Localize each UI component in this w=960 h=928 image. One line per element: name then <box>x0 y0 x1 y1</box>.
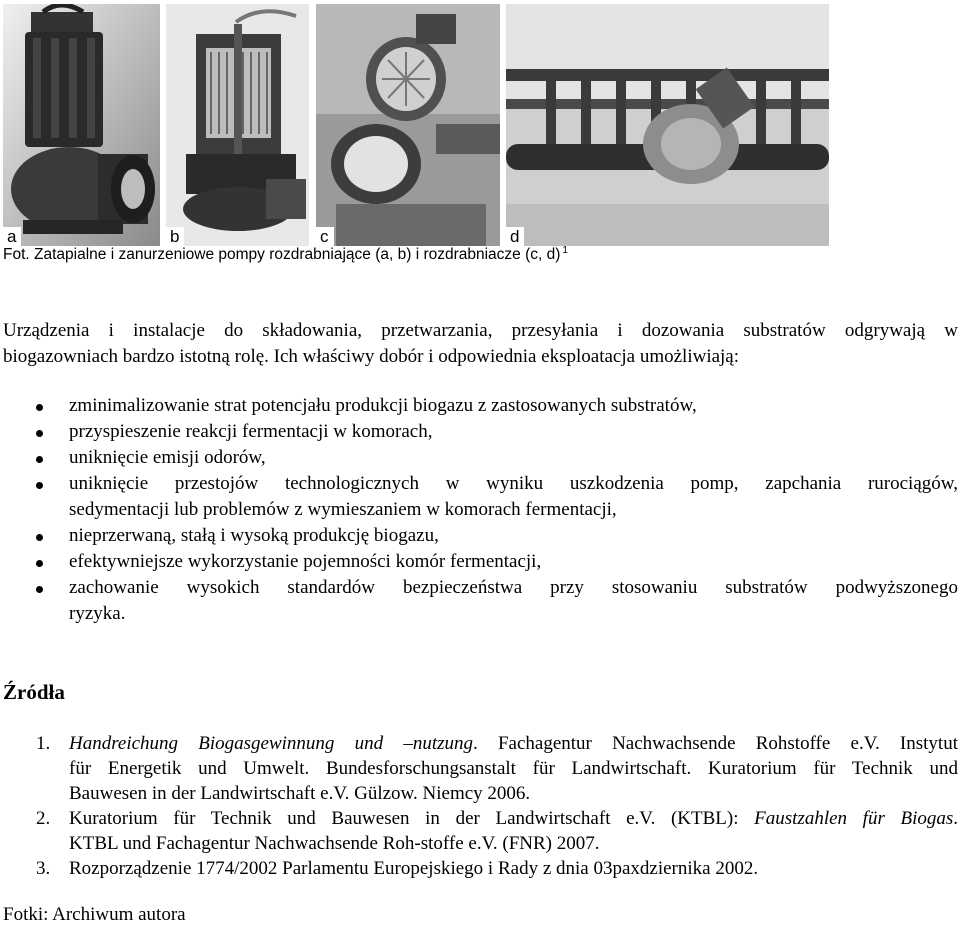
list-item-text: przyspieszenie reakcji fermentacji w komorach, <box>69 421 433 442</box>
photo-tag-c: c <box>316 227 334 246</box>
photo-tag-a: a <box>3 227 21 246</box>
reference-title: Handreichung Biogasgewinnung und –nutzung <box>69 733 474 754</box>
pump-b-image <box>166 4 309 246</box>
photo-credits: Fotki: Archiwum autora <box>3 904 186 925</box>
list-item-text-line-1: uniknięcie przestojów technologicznych w wyniku uszkodzenia pomp, zapchania rurociągów, <box>69 473 958 494</box>
photo-caption <box>3 245 568 264</box>
intro-paragraph <box>3 318 958 370</box>
intro-line-1: Urządzenia i instalacje do składowania, przetwarzania, przesyłania i dozowania substratów odgrywają w <box>3 320 958 341</box>
sources-heading: Źródła <box>3 680 65 704</box>
benefits-list <box>0 393 958 627</box>
list-item-text: efektywniejsze wykorzystanie pojemności komór fermentacji, <box>69 551 542 572</box>
photo-tag-d: d <box>506 227 524 246</box>
reference-text: Kuratorium für Technik und Bauwesen in der Landwirtschaft e.V. (KTBL): <box>69 808 755 829</box>
sources-list <box>0 731 958 881</box>
reference-title: Faustzahlen für Biogas <box>754 808 954 829</box>
bullet-icon <box>36 456 43 463</box>
grinder-d-image <box>506 4 829 246</box>
reference-text: . <box>953 808 959 829</box>
bullet-icon <box>36 482 43 489</box>
photo-grinder-installation-d <box>506 4 829 246</box>
list-item <box>0 575 958 627</box>
photo-grinder-c <box>316 4 500 246</box>
caption-footnote-ref[interactable]: 1 <box>562 245 568 256</box>
list-item <box>0 445 958 471</box>
list-item <box>0 393 958 419</box>
photo-submersible-pump-a <box>3 4 160 246</box>
reference-item <box>0 806 958 856</box>
bullet-icon <box>36 430 43 437</box>
list-item-text: uniknięcie emisji odorów, <box>69 447 266 468</box>
intro-line-2: biogazowniach bardzo istotną rolę. Ich właściwy dobór i odpowiednia eksploatacja umożliwiają: <box>3 346 740 367</box>
list-item-text-line-2: ryzyka. <box>69 603 126 624</box>
grinder-c-image <box>316 4 500 246</box>
reference-number: 2. <box>36 808 51 829</box>
reference-line-1 <box>69 806 958 831</box>
pump-a-image <box>3 4 160 246</box>
reference-text: Rozporządzenie 1774/2002 Parlamentu Europejskiego i Rady z dnia 03paxdziernika 2002. <box>69 858 759 879</box>
reference-text: . Fachagentur Nachwachsende Rohstoffe e.V. Instytut <box>473 733 958 754</box>
reference-line-1 <box>69 731 958 756</box>
list-item-text-line-1: zachowanie wysokich standardów bezpieczeństwa przy stosowaniu substratów podwyższonego <box>69 577 958 598</box>
reference-item <box>0 731 958 806</box>
bullet-icon <box>36 404 43 411</box>
list-item-text-line-2: sedymentacji lub problemów z wymieszaniem w komorach fermentacji, <box>69 499 617 520</box>
photo-pump-cross-section-b <box>166 4 309 246</box>
bullet-icon <box>36 560 43 567</box>
reference-number: 1. <box>36 733 51 754</box>
bullet-icon <box>36 534 43 541</box>
photo-tag-b: b <box>166 227 184 246</box>
list-item <box>0 419 958 445</box>
list-item-text: zminimalizowanie strat potencjału produkcji biogazu z zastosowanych substratów, <box>69 395 697 416</box>
bullet-icon <box>36 586 43 593</box>
list-item-text: nieprzerwaną, stałą i wysoką produkcję biogazu, <box>69 525 439 546</box>
reference-line-3: Bauwesen in der Landwirtschaft e.V. Gülzow. Niemcy 2006. <box>69 783 531 804</box>
list-item <box>0 523 958 549</box>
list-item <box>0 471 958 523</box>
reference-line-2: für Energetik und Umwelt. Bundesforschungsanstalt für Landwirtschaft. Kuratorium für Technik und <box>69 758 958 779</box>
reference-number: 3. <box>36 858 51 879</box>
reference-item <box>0 856 958 881</box>
photo-caption-text: Fot. Zatapialne i zanurzeniowe pompy rozdrabniające (a, b) i rozdrabniacze (c, d) <box>3 246 561 263</box>
reference-line-2: KTBL und Fachagentur Nachwachsende Roh-stoffe e.V. (FNR) 2007. <box>69 833 600 854</box>
list-item <box>0 549 958 575</box>
